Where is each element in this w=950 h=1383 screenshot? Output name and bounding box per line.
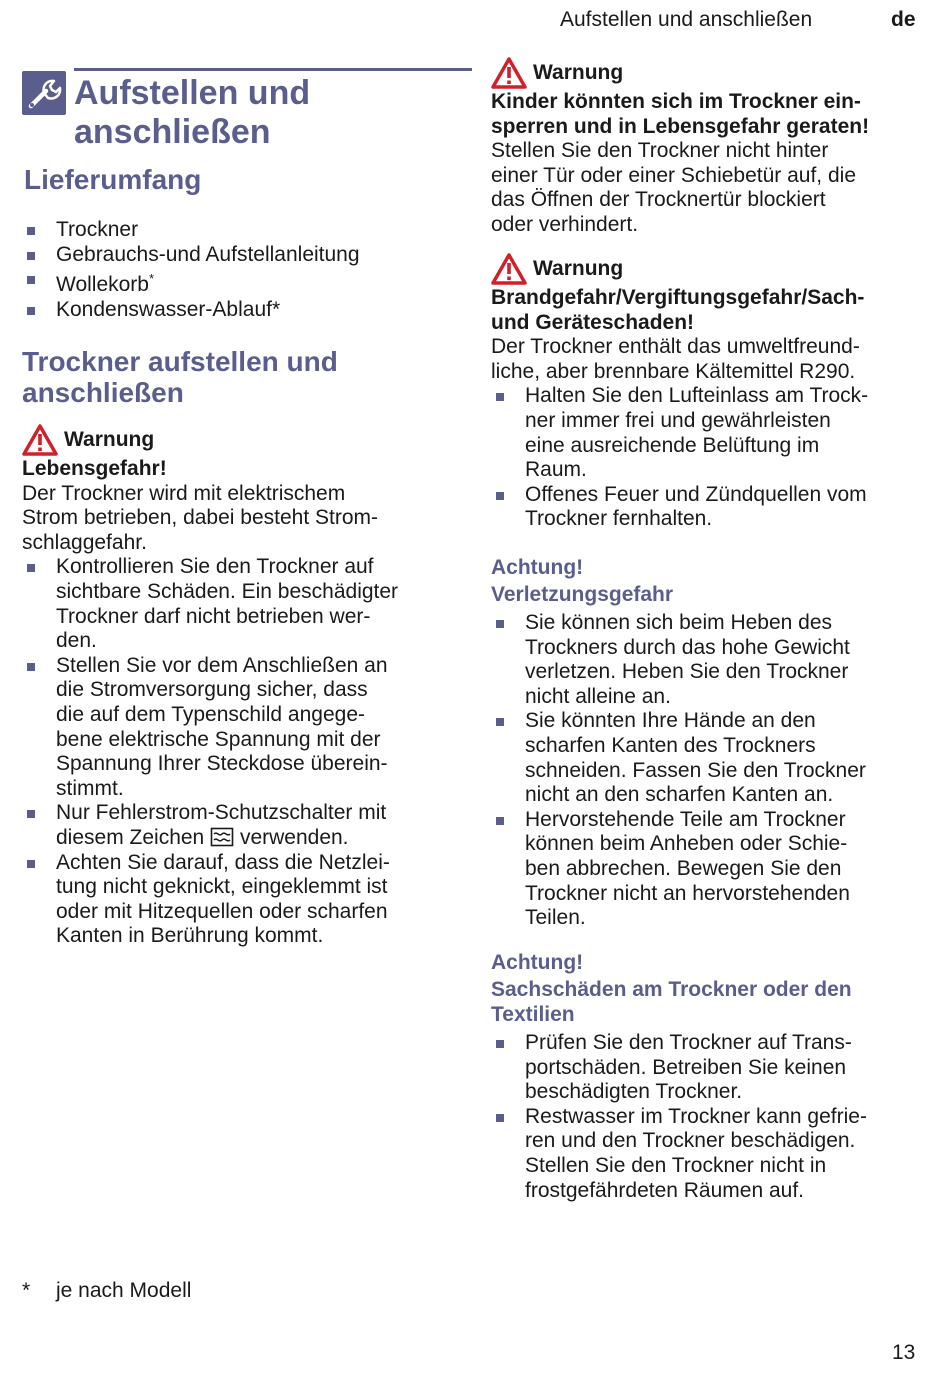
warning-triangle-icon [491, 57, 527, 89]
warning-text: Der Trockner wird mit elektrischem Strom betrieben, dabei besteht Strom- schlaggefahr. [22, 481, 379, 554]
wrench-icon [22, 71, 66, 115]
lieferumfang-list [22, 218, 450, 322]
warning-headline: Brandgefahr/Vergiftungsgefahr/Sach- und Geräteschaden! [491, 286, 865, 334]
page-number: 13 [892, 1341, 916, 1364]
warning-triangle-icon [491, 253, 527, 285]
bullet-square-icon [27, 564, 35, 572]
warning-label: Warnung [533, 60, 624, 84]
rcd-symbol-icon [210, 827, 234, 847]
list-item: Kondenswasser-Ablauf* [22, 298, 450, 323]
warning-heading [491, 56, 921, 90]
list-item: Hervorstehende Teile am Trockner können beim Anheben oder Schie- ben abbrechen. Bewegen Sie den Trockner nicht an hervorstehenden Teilen. [491, 808, 921, 931]
chapter-title [74, 74, 310, 152]
warning-heading [22, 423, 450, 457]
footnote-marker: * [148, 271, 155, 287]
bullet-square-icon [496, 1114, 504, 1122]
bullet-square-icon [27, 860, 35, 868]
section-title-lieferumfang: Lieferumfang [24, 164, 202, 195]
list-item: Sie können sich beim Heben des Trockners durch das hohe Gewicht verletzen. Heben Sie den Trockner nicht alleine an. [491, 611, 921, 709]
list-item: Prüfen Sie den Trockner auf Trans- portschäden. Betreiben Sie keinen beschädigten Trockner. [491, 1031, 921, 1105]
bullet-square-icon [27, 252, 35, 260]
warning-headline: Kinder könnten sich im Trockner ein- sperren und in Lebensgefahr geraten! [491, 90, 870, 138]
list-item: Kontrollieren Sie den Trockner auf sichtbare Schäden. Ein beschädigter Trockner darf nicht betrieben wer- den. [22, 555, 450, 653]
list-item: Offenes Feuer und Zündquellen vom Trockner fernhalten. [491, 483, 921, 532]
caution-list-injury [491, 611, 921, 931]
bullet-square-icon [496, 817, 504, 825]
footnote [22, 1279, 191, 1303]
list-item: Halten Sie den Lufteinlass am Trock- ner immer frei und gewährleisten eine ausreichende Belüftung im Raum. [491, 384, 921, 482]
list-item: Restwasser im Trockner kann gefrie- ren und den Trockner beschädigen. Stellen Sie den Trockner nicht in frostgefährdeten Räumen auf. [491, 1105, 921, 1203]
warning-lebensgefahr [22, 423, 450, 949]
list-item: Nur Fehlerstrom-Schutzschalter mit diesem Zeichen verwenden. [22, 801, 450, 850]
chapter-rule [74, 68, 472, 71]
bullet-square-icon [496, 718, 504, 726]
footnote-marker: * [22, 1279, 31, 1302]
caution-subtitle: Sachschäden am Trockner oder den Textilien [491, 978, 852, 1026]
list-item: Wollekorb* [22, 267, 450, 298]
list-item: Trockner [22, 218, 450, 243]
warning-label: Warnung [533, 256, 624, 280]
chapter-title-line1: Aufstellen und [74, 74, 311, 112]
list-item: Stellen Sie vor dem Anschließen an die Stromversorgung sicher, dass die auf dem Typenschild angege- bene elektrische Spannung mit der Spannung Ihrer Steckdose überein- stimmt. [22, 654, 450, 802]
bullet-square-icon [27, 663, 35, 671]
warning-brandgefahr [491, 252, 921, 532]
running-header-section: Aufstellen und anschließen [560, 8, 813, 31]
warning-headline: Lebensgefahr! [22, 457, 167, 480]
bullet-square-icon [27, 227, 35, 235]
caution-label: Achtung! [491, 556, 584, 579]
warning-kinder [491, 56, 921, 238]
running-header-language: de [891, 8, 916, 31]
warning-text: Stellen Sie den Trockner nicht hinter einer Tür oder einer Schiebetür auf, die das Öffnen der Trocknertür blockiert oder verhindert. [491, 139, 856, 236]
bullet-square-icon [496, 492, 504, 500]
caution-label: Achtung! [491, 951, 584, 974]
bullet-square-icon [496, 393, 504, 401]
warning-list [491, 384, 921, 532]
warning-list [22, 555, 450, 949]
bullet-square-icon [496, 1040, 504, 1048]
warning-text: Der Trockner enthält das umweltfreund- liche, aber brennbare Kältemittel R290. [491, 335, 860, 383]
section-title-aufstellen: Trockner aufstellen und anschließen [22, 346, 338, 408]
bullet-square-icon [496, 620, 504, 628]
list-item: Sie könnten Ihre Hände an den scharfen Kanten des Trockners schneiden. Fassen Sie den Trockner nicht an den scharfen Kanten an. [491, 709, 921, 807]
bullet-square-icon [27, 810, 35, 818]
bullet-square-icon [27, 307, 35, 315]
list-item: Achten Sie darauf, dass die Netzlei- tung nicht geknickt, eingeklemmt ist oder mit Hitzequellen oder scharfen Kanten in Berührung kommt. [22, 851, 450, 949]
bullet-square-icon [27, 276, 35, 284]
chapter-title-line2: anschließen [74, 113, 271, 151]
warning-heading [491, 252, 921, 286]
list-item: Gebrauchs-und Aufstellanleitung [22, 243, 450, 268]
caution-list-damage [491, 1031, 921, 1203]
warning-triangle-icon [22, 424, 58, 456]
footnote-text: je nach Modell [56, 1279, 192, 1302]
caution-subtitle: Verletzungsgefahr [491, 583, 674, 606]
warning-label: Warnung [64, 427, 155, 451]
